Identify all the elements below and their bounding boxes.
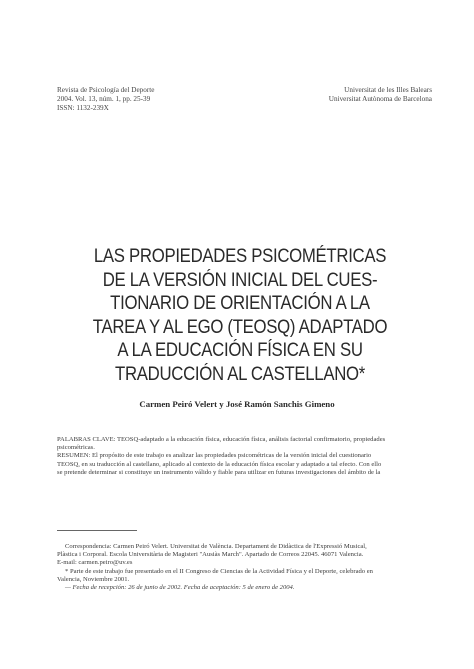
article-authors: Carmen Peiró Velert y José Ramón Sanchis Gimeno: [139, 399, 335, 409]
publisher-line-1: Universitat de les Illes Balears: [344, 86, 432, 94]
publisher-line-2: Universitat Autònoma de Barcelona: [328, 95, 432, 104]
keywords-line: PALABRAS CLAVE: TEOSQ-adaptado a la educación física, educación física, análisis factorial confirmatorio, propiedades: [57, 436, 386, 443]
title-line: A LA EDUCACIÓN FÍSICA EN SU: [117, 339, 363, 362]
keywords-line: psicométricas.: [57, 444, 95, 452]
abstract-line: se pretende determinar si constituye un instrumento válido y fiable para utilizar en futuras investigaciones del ámbito de la: [57, 468, 381, 476]
footnotes-block: [57, 543, 435, 592]
email-line: E-mail: carmen.peiro@uv.es: [57, 559, 133, 567]
correspondence-line: Correspondencia: Carmen Peiró Velert. Universitat de València. Departament de Didàctica de l'Expressió Musical,: [65, 543, 367, 550]
journal-volume: 2004. Vol. 13, núm. 1, pp. 25-39: [57, 95, 151, 104]
footnote-line: * Parte de este trabajo fue presentado en el II Congreso de Ciencias de la Actividad Física y el Deporte, celebrado en: [65, 567, 373, 575]
abstract-line: RESUMEN: El propósito de este trabajo es analizar las propiedades psicométricas de la versión inicial del cuestionario: [57, 452, 372, 460]
footnote-line: Valencia, Noviembre 2001.: [57, 575, 130, 583]
title-line: TRADUCCIÓN AL CASTELLANO*: [115, 362, 365, 385]
correspondence-line: Plàstica i Corporal. Escola Universitària de Magisteri "Ausiàs March". Apartado de Correos 22045. 46071 Valencia.: [57, 551, 364, 559]
title-line: DE LA VERSIÓN INICIAL DEL CUES-: [102, 268, 378, 291]
dates-line: — Fecha de recepción: 26 de junio de 2002. Fecha de aceptación: 5 de enero de 2004.: [65, 584, 295, 592]
journal-header-left: [57, 86, 154, 114]
footnote-separator: [57, 530, 137, 531]
title-line: TIONARIO DE ORIENTACIÓN A LA: [110, 292, 370, 315]
abstract-block: [57, 436, 435, 477]
article-title: [40, 245, 440, 387]
abstract-line: TEOSQ, en su traducción al castellano, aplicado al contexto de la educación física escolar y adaptado a tal efecto. Con ello: [57, 460, 382, 468]
journal-issn: ISSN: 1132-239X: [57, 104, 109, 113]
title-line: LAS PROPIEDADES PSICOMÉTRICAS: [93, 245, 387, 267]
title-line: TAREA Y AL EGO (TEOSQ) ADAPTADO: [92, 315, 388, 338]
journal-name: Revista de Psicología del Deporte: [57, 86, 155, 94]
journal-header-right: [329, 86, 432, 104]
